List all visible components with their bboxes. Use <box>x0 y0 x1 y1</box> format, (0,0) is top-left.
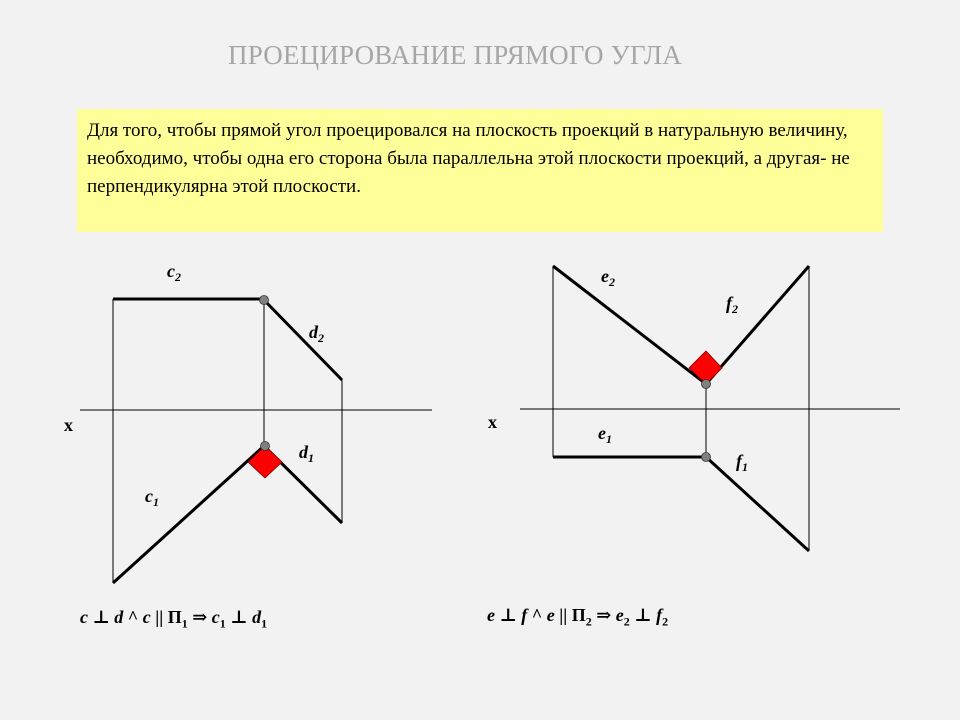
point-vertex-bottom <box>261 442 270 451</box>
label-e2: $e_2$ <box>601 266 615 289</box>
right-formula: e ⊥ f ^ e || $П_2$ ⇒ $e_2$ ⊥ $f_2$ <box>487 605 669 629</box>
label-f2: $f_2$ <box>726 293 738 316</box>
point-vertex-top <box>260 296 269 305</box>
left-formula: c ⊥ d ^ c || $П_1$ ⇒ $c_1$ ⊥ $d_1$ <box>80 607 268 631</box>
label-f1: $f_1$ <box>736 451 748 474</box>
line-d2 <box>264 300 342 380</box>
definition-note: Для того, чтобы прямой угол проецировался на плоскость проекций в натуральную величину, необходимо, чтобы одна его сторона была параллельна этой плоскости проекций, а другая- не перпендикулярна этой плоскости. <box>77 109 883 232</box>
point-vertex-top <box>702 380 711 389</box>
label-e1: $e_1$ <box>598 423 612 446</box>
right-angle-marker <box>689 351 722 384</box>
label-c1: $c_1$ <box>145 486 159 509</box>
line-f2 <box>706 266 809 384</box>
line-f1 <box>706 457 809 551</box>
right-axis-label: x <box>488 412 497 432</box>
right-diagram <box>488 266 900 551</box>
label-c2: $c_2$ <box>167 261 181 284</box>
line-c1 <box>113 446 264 583</box>
label-d2: $d_2$ <box>309 322 324 345</box>
left-axis-label: x <box>64 415 73 435</box>
left-diagram <box>64 261 432 583</box>
point-vertex-bottom <box>702 453 711 462</box>
page-title: ПРОЕЦИРОВАНИЕ ПРЯМОГО УГЛА <box>228 40 682 70</box>
label-d1: $d_1$ <box>299 442 314 465</box>
line-e2 <box>553 266 706 384</box>
